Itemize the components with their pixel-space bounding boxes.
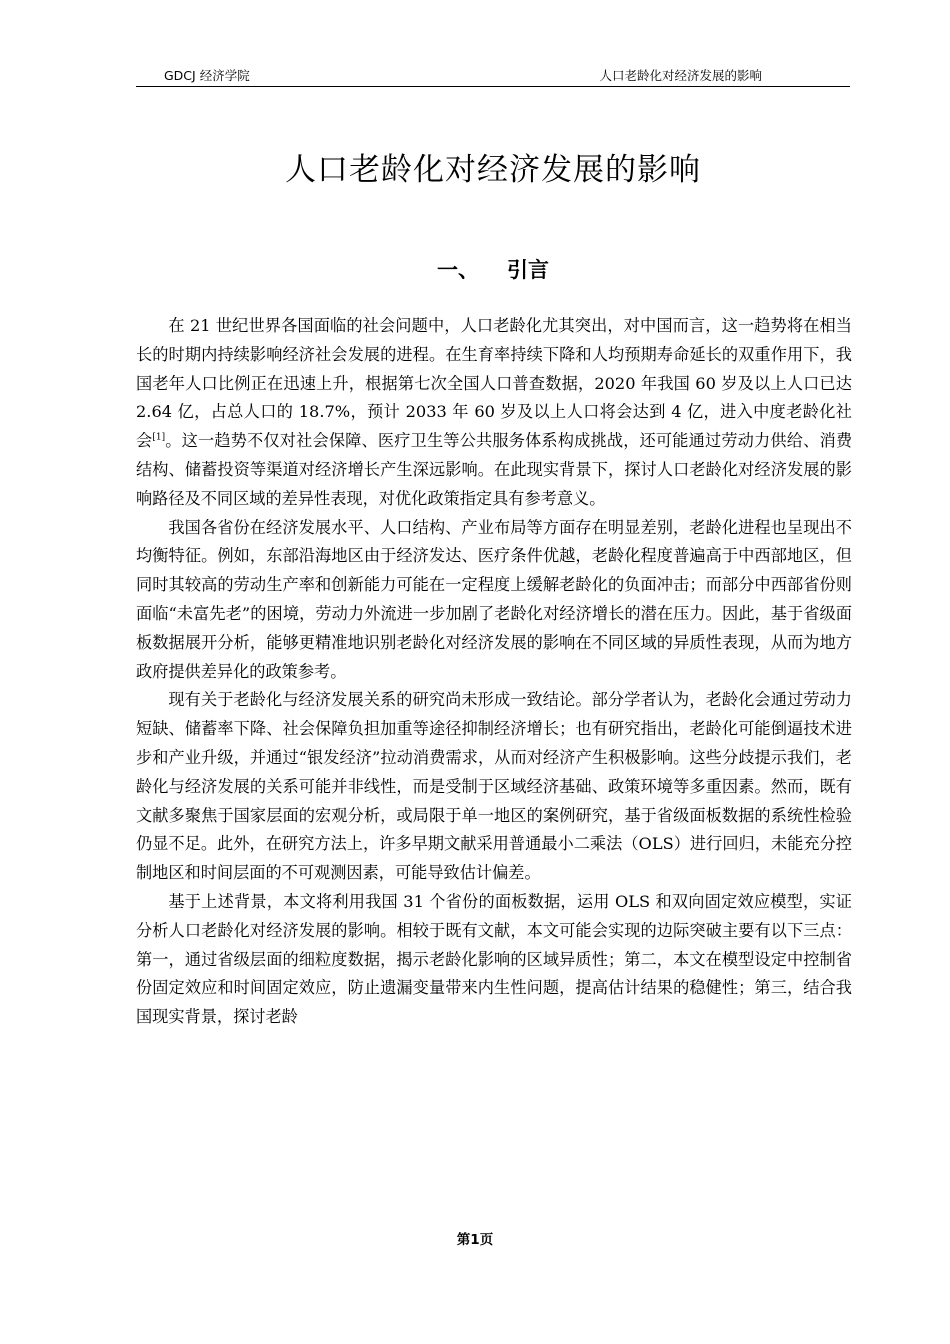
paragraph-2: 我国各省份在经济发展水平、人口结构、产业布局等方面存在明显差别，老龄化进程也呈现出不均衡特征。例如，东部沿海地区由于经济发达、医疗条件优越，老龄化程度普遍高于中西部地区，但同时其较高的劳动生产率和创新能力可能在一定程度上缓解老龄化的负面冲击；而部分中西部省份则面临“未富先老”的困境，劳动力外流进一步加剧了老龄化对经济增长的潜在压力。因此，基于省级面板数据展开分析，能够更精准地识别老龄化对经济发展的影响在不同区域的异质性表现，从而为地方政府提供差异化的政策参考。 <box>136 517 852 681</box>
header-document-title: 人口老龄化对经济发展的影响 <box>599 68 762 83</box>
header-school-name: GDCJ 经济学院 <box>164 68 250 83</box>
page-number: 第1页 <box>456 1232 494 1248</box>
section-heading <box>136 254 850 286</box>
page-header <box>136 68 850 87</box>
paragraph-1 <box>136 312 852 514</box>
citation-reference[interactable]: [1] <box>152 432 166 443</box>
paragraph-4: 基于上述背景，本文将利用我国 31 个省份的面板数据，运用 OLS 和双向固定效应模型，实证分析人口老龄化对经济发展的影响。相较于既有文献，本文可能会实现的边际突破主要有以下三点：第一，通过省级层面的细粒度数据，揭示老龄化影响的区域异质性；第二，本文在模型设定中控制省份固定效应和时间固定效应，防止遗漏变量带来内生性问题，提高估计结果的稳健性；第三，结合我国现实背景，探讨老龄 <box>136 891 852 1027</box>
paragraph-1-text: 在 21 世纪世界各国面临的社会问题中，人口老龄化尤其突出，对中国而言，这一趋势将在相当长的时期内持续影响经济社会发展的进程。在生育率持续下降和人均预期寿命延长的双重作用下，我国老年人口比例正在迅速上升，根据第七次全国人口普查数据，2020 年我国 60 岁及以上人口已达 2.64 亿，占总人口的 18.7%，预计 2033 年 60 岁及以上人口将会达到 4 亿，进入中度老龄化社会 <box>136 316 852 451</box>
body-text <box>136 312 852 1032</box>
paragraph-3: 现有关于老龄化与经济发展关系的研究尚未形成一致结论。部分学者认为，老龄化会通过劳动力短缺、储蓄率下降、社会保障负担加重等途径抑制经济增长；也有研究指出，老龄化可能倒逼技术进步和产业升级，并通过“银发经济”拉动消费需求，从而对经济产生积极影响。这些分歧提示我们，老龄化与经济发展的关系可能并非线性，而是受制于区域经济基础、政策环境等多重因素。然而，既有文献多聚焦于国家层面的宏观分析，或局限于单一地区的案例研究，基于省级面板数据的系统性检验仍显不足。此外，在研究方法上，许多早期文献采用普通最小二乘法（OLS）进行回归，未能充分控制地区和时间层面的不可观测因素，可能导致估计偏差。 <box>136 690 852 883</box>
section-number: 一、 <box>437 258 479 282</box>
paragraph-1-text-continued: 。这一趋势不仅对社会保障、医疗卫生等公共服务体系构成挑战，还可能通过劳动力供给、消费结构、储蓄投资等渠道对经济增长产生深远影响。在此现实背景下，探讨人口老龄化对经济发展的影响路径及不同区域的差异性表现，对优化政策指定具有参考意义。 <box>136 431 853 508</box>
document-title: 人口老龄化对经济发展的影响 <box>285 152 701 188</box>
section-title: 引言 <box>507 258 549 282</box>
